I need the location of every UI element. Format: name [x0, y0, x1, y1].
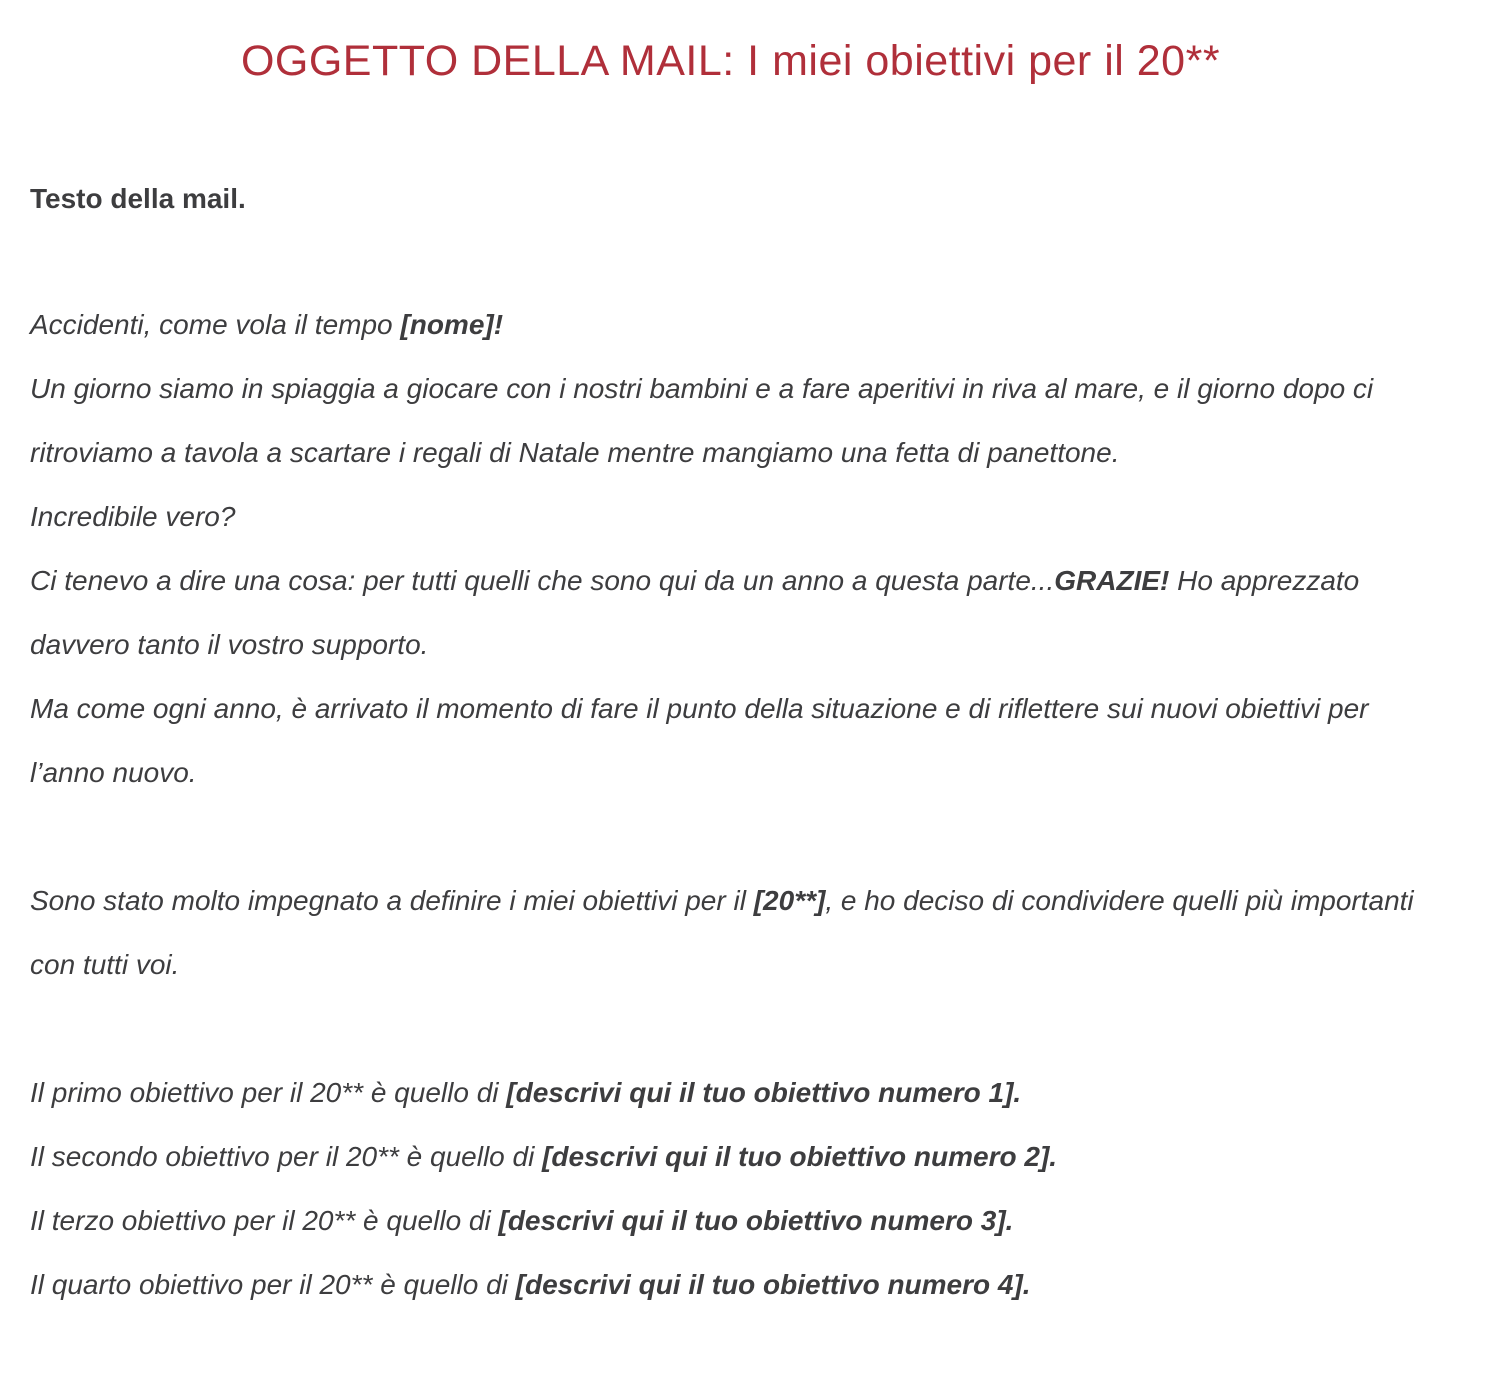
- paragraph: [30, 485, 1430, 549]
- paragraph-spacer: [30, 805, 1430, 869]
- text-segment: Accidenti, come vola il tempo: [30, 308, 401, 340]
- bold-text-segment: [nome]!: [400, 308, 504, 340]
- bold-text-segment: [descrivi qui il tuo obiettivo numero 1].: [506, 1076, 1022, 1108]
- text-segment: Incredibile vero?: [30, 500, 236, 532]
- text-segment: Il quarto obiettivo per il 20** è quello di: [30, 1268, 516, 1300]
- paragraph-spacer: [30, 997, 1430, 1061]
- mail-body-label: Testo della mail.: [30, 182, 246, 214]
- text-segment: , e ho deciso di condividere quelli più importanti con tutti voi.: [30, 884, 1414, 980]
- bold-text-segment: [descrivi qui il tuo obiettivo numero 3].: [498, 1204, 1014, 1236]
- bold-text-segment: GRAZIE!: [1054, 564, 1170, 596]
- text-segment: Un giorno siamo in spiaggia a giocare con i nostri bambini e a fare aperitivi in riva al mare, e il giorno dopo ci ritroviamo a tavola a scartare i regali di Natale mentre mangiamo una fetta di panettone.: [30, 372, 1374, 468]
- paragraph: [30, 869, 1430, 997]
- paragraph: [30, 357, 1430, 485]
- text-segment: Ho apprezzato davvero tanto il vostro supporto.: [30, 564, 1360, 660]
- bold-text-segment: [20**]: [753, 884, 826, 916]
- text-segment: Ma come ogni anno, è arrivato il momento di fare il punto della situazione e di riflettere sui nuovi obiettivi per l’anno nuovo.: [30, 692, 1369, 788]
- page-title: OGGETTO DELLA MAIL: I miei obiettivi per il 20**: [240, 37, 1221, 85]
- text-segment: Il secondo obiettivo per il 20** è quello di: [30, 1140, 543, 1172]
- paragraph: [30, 677, 1430, 805]
- paragraph: [30, 1189, 1430, 1253]
- text-segment: Il primo obiettivo per il 20** è quello di: [30, 1076, 507, 1108]
- paragraph: [30, 549, 1430, 677]
- bold-text-segment: [descrivi qui il tuo obiettivo numero 2].: [542, 1140, 1058, 1172]
- text-segment: Sono stato molto impegnato a definire i miei obiettivi per il: [30, 884, 754, 916]
- paragraph: [30, 1125, 1430, 1189]
- paragraph: [30, 1253, 1430, 1317]
- text-segment: Ci tenevo a dire una cosa: per tutti quelli che sono qui da un anno a questa parte...: [30, 564, 1055, 596]
- bold-text-segment: [descrivi qui il tuo obiettivo numero 4].: [515, 1268, 1031, 1300]
- paragraph: [30, 293, 1430, 357]
- email-body: [30, 293, 1430, 1317]
- paragraph: [30, 1061, 1430, 1125]
- text-segment: Il terzo obiettivo per il 20** è quello di: [30, 1204, 499, 1236]
